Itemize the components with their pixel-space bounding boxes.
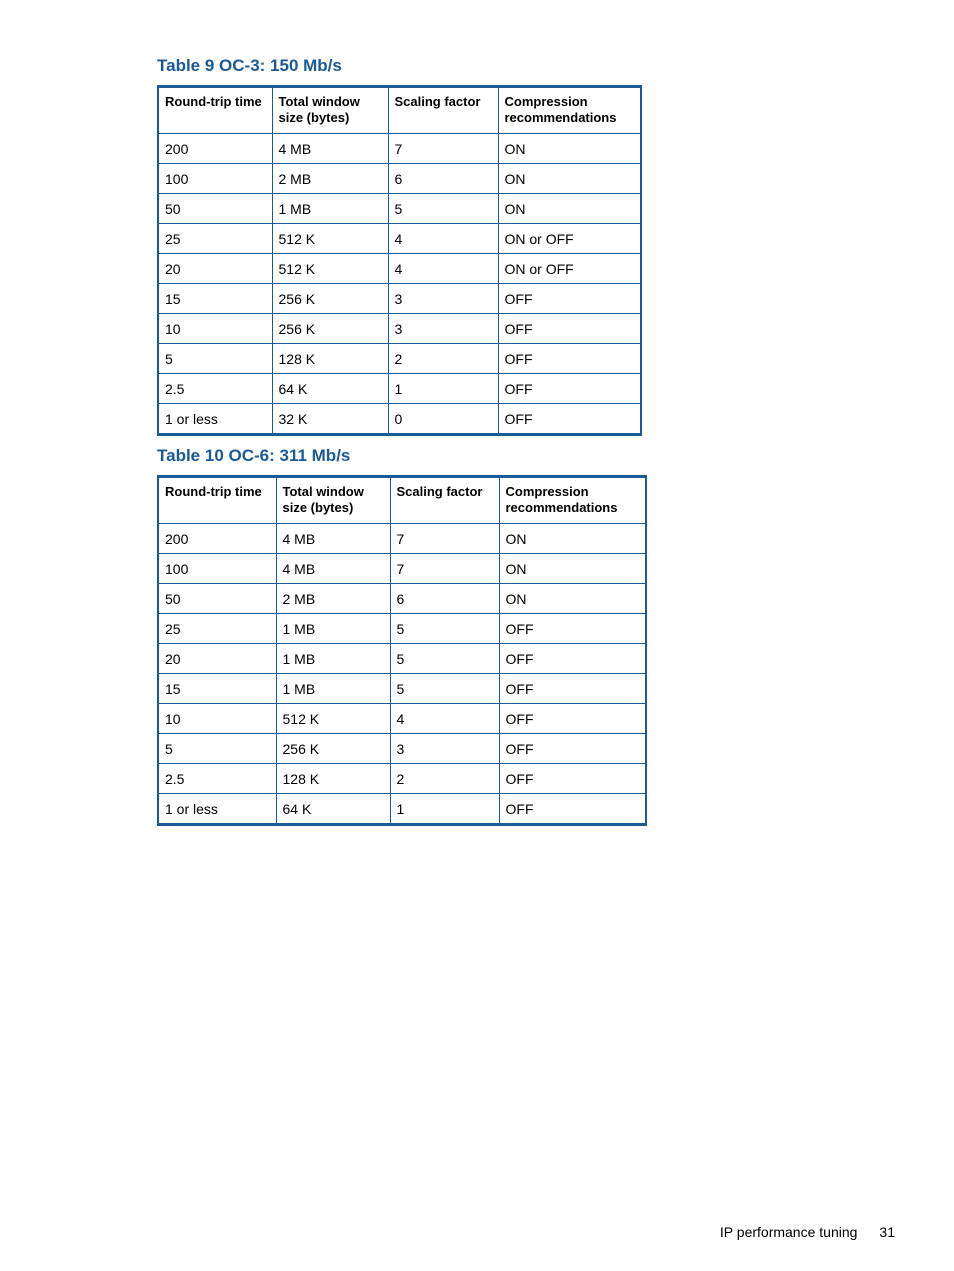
cell-round-trip-time: 50	[158, 584, 276, 614]
cell-round-trip-time: 1 or less	[158, 404, 272, 435]
cell-window-size: 2 MB	[272, 164, 388, 194]
cell-compression: ON or OFF	[498, 254, 641, 284]
header-total-window-size: Total window size (bytes)	[276, 477, 390, 524]
cell-round-trip-time: 10	[158, 314, 272, 344]
cell-compression: OFF	[499, 614, 646, 644]
cell-scaling-factor: 7	[390, 554, 499, 584]
cell-round-trip-time: 100	[158, 554, 276, 584]
cell-round-trip-time: 20	[158, 644, 276, 674]
cell-compression: ON or OFF	[498, 224, 641, 254]
cell-scaling-factor: 4	[390, 704, 499, 734]
cell-window-size: 32 K	[272, 404, 388, 435]
cell-scaling-factor: 5	[390, 674, 499, 704]
table-row	[158, 614, 646, 644]
table-row	[158, 374, 641, 404]
cell-round-trip-time: 2.5	[158, 374, 272, 404]
table-row	[158, 164, 641, 194]
cell-scaling-factor: 5	[390, 614, 499, 644]
page-footer	[720, 1223, 895, 1241]
cell-window-size: 512 K	[276, 704, 390, 734]
cell-window-size: 64 K	[276, 794, 390, 825]
cell-round-trip-time: 25	[158, 224, 272, 254]
header-total-window-size: Total window size (bytes)	[272, 87, 388, 134]
table-row	[158, 284, 641, 314]
table-9-body	[158, 134, 641, 435]
cell-window-size: 4 MB	[276, 554, 390, 584]
table-row	[158, 554, 646, 584]
table-9	[157, 85, 642, 436]
cell-window-size: 1 MB	[276, 614, 390, 644]
cell-scaling-factor: 3	[388, 314, 498, 344]
table-10-title: Table 10 OC-6: 311 Mb/s	[157, 446, 351, 465]
cell-compression: ON	[498, 194, 641, 224]
cell-scaling-factor: 2	[388, 344, 498, 374]
cell-scaling-factor: 7	[390, 524, 499, 554]
cell-round-trip-time: 5	[158, 734, 276, 764]
cell-round-trip-time: 5	[158, 344, 272, 374]
cell-window-size: 4 MB	[272, 134, 388, 164]
header-scaling-factor: Scaling factor	[390, 477, 499, 524]
table-row	[158, 734, 646, 764]
cell-window-size: 128 K	[272, 344, 388, 374]
cell-compression: OFF	[499, 734, 646, 764]
cell-compression: ON	[498, 164, 641, 194]
table-row	[158, 794, 646, 825]
cell-window-size: 512 K	[272, 224, 388, 254]
cell-round-trip-time: 100	[158, 164, 272, 194]
table-header-row	[158, 477, 646, 524]
table-10-body	[158, 524, 646, 825]
cell-compression: ON	[499, 524, 646, 554]
cell-compression: ON	[499, 554, 646, 584]
cell-scaling-factor: 3	[390, 734, 499, 764]
cell-compression: ON	[499, 584, 646, 614]
cell-scaling-factor: 4	[388, 224, 498, 254]
footer-section-title: IP performance tuning	[719, 1224, 858, 1240]
table-row	[158, 404, 641, 435]
cell-scaling-factor: 5	[388, 194, 498, 224]
table-row	[158, 524, 646, 554]
table-10	[157, 475, 647, 826]
cell-window-size: 256 K	[272, 284, 388, 314]
table-row	[158, 764, 646, 794]
cell-window-size: 4 MB	[276, 524, 390, 554]
cell-round-trip-time: 50	[158, 194, 272, 224]
cell-compression: OFF	[499, 674, 646, 704]
cell-compression: OFF	[498, 314, 641, 344]
header-round-trip-time: Round-trip time	[158, 477, 276, 524]
cell-compression: OFF	[499, 704, 646, 734]
header-compression: Compression recommendations	[499, 477, 646, 524]
cell-window-size: 128 K	[276, 764, 390, 794]
header-scaling-factor: Scaling factor	[388, 87, 498, 134]
table-row	[158, 674, 646, 704]
header-round-trip-time: Round-trip time	[158, 87, 272, 134]
cell-scaling-factor: 0	[388, 404, 498, 435]
cell-scaling-factor: 6	[390, 584, 499, 614]
cell-scaling-factor: 4	[388, 254, 498, 284]
table-9-title: Table 9 OC-3: 150 Mb/s	[157, 56, 342, 75]
cell-scaling-factor: 7	[388, 134, 498, 164]
cell-round-trip-time: 200	[158, 134, 272, 164]
table-row	[158, 644, 646, 674]
cell-scaling-factor: 3	[388, 284, 498, 314]
table-row	[158, 704, 646, 734]
cell-scaling-factor: 1	[390, 794, 499, 825]
cell-window-size: 64 K	[272, 374, 388, 404]
cell-window-size: 512 K	[272, 254, 388, 284]
cell-window-size: 1 MB	[272, 194, 388, 224]
cell-scaling-factor: 5	[390, 644, 499, 674]
table-header-row	[158, 87, 641, 134]
cell-compression: OFF	[499, 794, 646, 825]
table-row	[158, 194, 641, 224]
cell-round-trip-time: 2.5	[158, 764, 276, 794]
table-row	[158, 254, 641, 284]
page-number: 31	[879, 1224, 895, 1240]
cell-scaling-factor: 6	[388, 164, 498, 194]
cell-compression: OFF	[498, 344, 641, 374]
cell-compression: OFF	[498, 374, 641, 404]
cell-window-size: 1 MB	[276, 674, 390, 704]
header-compression: Compression recommendations	[498, 87, 641, 134]
cell-compression: OFF	[499, 764, 646, 794]
cell-window-size: 256 K	[272, 314, 388, 344]
cell-scaling-factor: 1	[388, 374, 498, 404]
cell-compression: ON	[498, 134, 641, 164]
cell-compression: OFF	[498, 404, 641, 435]
cell-round-trip-time: 200	[158, 524, 276, 554]
table-row	[158, 224, 641, 254]
cell-compression: OFF	[498, 284, 641, 314]
cell-round-trip-time: 25	[158, 614, 276, 644]
cell-scaling-factor: 2	[390, 764, 499, 794]
cell-round-trip-time: 1 or less	[158, 794, 276, 825]
cell-round-trip-time: 20	[158, 254, 272, 284]
cell-round-trip-time: 10	[158, 704, 276, 734]
table-row	[158, 584, 646, 614]
cell-window-size: 2 MB	[276, 584, 390, 614]
table-row	[158, 344, 641, 374]
table-row	[158, 134, 641, 164]
table-row	[158, 314, 641, 344]
cell-window-size: 1 MB	[276, 644, 390, 674]
cell-round-trip-time: 15	[158, 674, 276, 704]
cell-compression: OFF	[499, 644, 646, 674]
cell-round-trip-time: 15	[158, 284, 272, 314]
cell-window-size: 256 K	[276, 734, 390, 764]
